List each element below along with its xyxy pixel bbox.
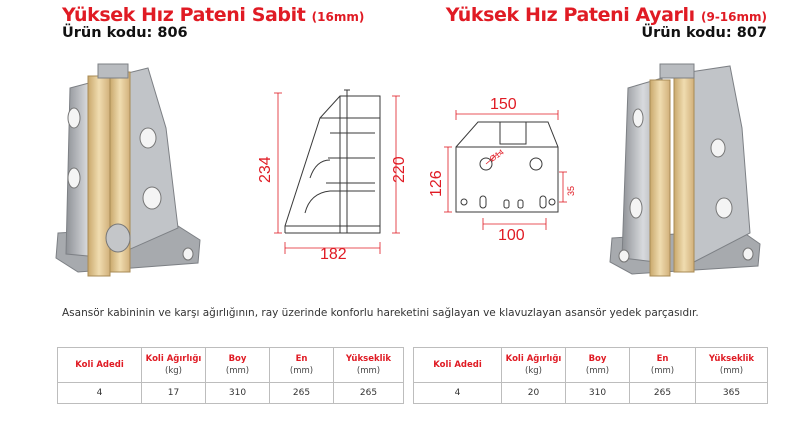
dim-height-inner: 220 <box>391 156 408 183</box>
table-cell: 310 <box>566 383 630 404</box>
table-cell: 265 <box>334 383 404 404</box>
dim-width-bottom: 100 <box>498 227 525 244</box>
table-row <box>414 383 768 404</box>
table-cell: 265 <box>630 383 696 404</box>
header-cell: Koli Adedi <box>58 348 142 383</box>
dim-slot: 35 <box>566 185 576 196</box>
table-row <box>58 383 404 404</box>
left-spec-table <box>57 347 404 404</box>
table-cell: 20 <box>502 383 566 404</box>
table-cell: 17 <box>142 383 206 404</box>
table-header-row <box>414 348 768 383</box>
table-cell: 310 <box>206 383 270 404</box>
left-technical-drawing <box>250 88 410 260</box>
left-product-title <box>62 4 364 26</box>
header-cell: En (mm) <box>270 348 334 383</box>
dim-width-top: 150 <box>490 96 517 113</box>
right-technical-drawing <box>428 92 588 252</box>
left-title-size: (16mm) <box>311 10 365 24</box>
header-cell: En (mm) <box>630 348 696 383</box>
product-description: Asansör kabininin ve karşı ağırlığının, ray üzerinde konforlu hareketini sağlayan ve klavuzlayan asansör yedek parçasıdır. <box>62 307 699 319</box>
table-header-row <box>58 348 404 383</box>
left-title-text: Yüksek Hız Pateni Sabit <box>62 4 306 26</box>
table-cell: 4 <box>414 383 502 404</box>
left-product-image <box>48 58 208 280</box>
right-spec-table <box>413 347 768 404</box>
header-cell: Boy (mm) <box>566 348 630 383</box>
left-product-code: Ürün kodu: 806 <box>62 25 188 41</box>
right-product-image <box>600 58 765 280</box>
header-cell: Yükseklik (mm) <box>334 348 404 383</box>
header-cell: Koli Ağırlığı (kg) <box>502 348 566 383</box>
table-cell: 265 <box>270 383 334 404</box>
right-product-code: Ürün kodu: 807 <box>641 25 767 41</box>
header-cell: Boy (mm) <box>206 348 270 383</box>
dim-hole: Ø14 <box>487 147 506 164</box>
dim-height: 126 <box>428 170 445 197</box>
right-product-title <box>446 4 767 26</box>
header-cell: Yükseklik (mm) <box>696 348 768 383</box>
table-cell: 365 <box>696 383 768 404</box>
header-cell: Koli Adedi <box>414 348 502 383</box>
right-title-text: Yüksek Hız Pateni Ayarlı <box>445 4 695 26</box>
dim-width: 182 <box>320 246 347 260</box>
right-title-size: (9-16mm) <box>700 10 767 24</box>
table-cell: 4 <box>58 383 142 404</box>
dim-height-outer: 234 <box>257 156 274 183</box>
header-cell: Koli Ağırlığı (kg) <box>142 348 206 383</box>
